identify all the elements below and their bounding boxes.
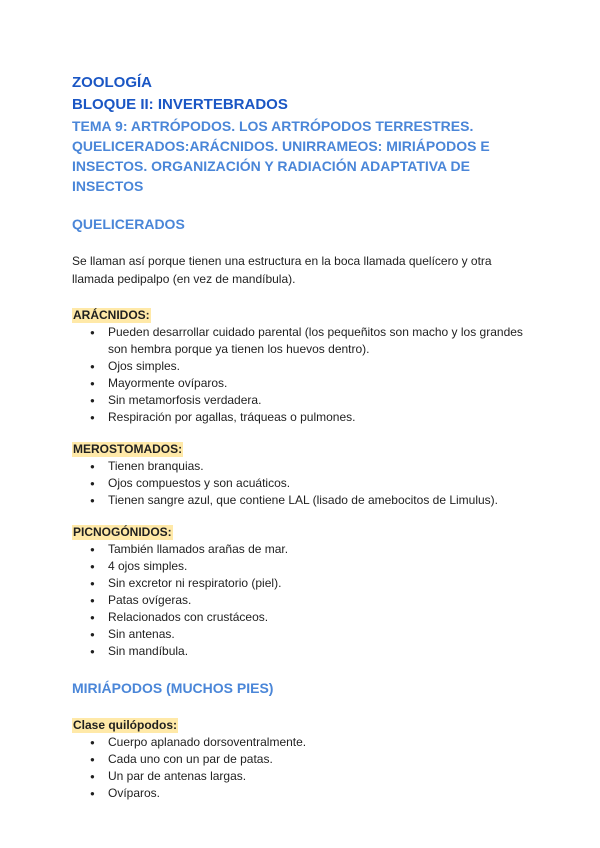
list-item: ● 4 ojos simples.: [72, 558, 540, 575]
list-item: ● Tienen sangre azul, que contiene LAL (lisado de amebocitos de Limulus).: [72, 492, 540, 509]
topic-title-line-3: INSECTOS. ORGANIZACIÓN Y RADIACIÓN ADAPTATIVA DE INSECTOS: [72, 158, 470, 194]
intro-paragraph-line-1: Se llaman así porque tienen una estructura en la boca llamada quelícero y otra: [72, 254, 492, 268]
list-item: ● Cada uno con un par de patas.: [72, 751, 540, 768]
section-heading: MIRIÁPODOS (MUCHOS PIES): [72, 680, 274, 696]
bullet-list: [72, 541, 540, 660]
bullet-list: [72, 734, 540, 802]
list-item: ● También llamados arañas de mar.: [72, 541, 540, 558]
group-label: ARÁCNIDOS:: [73, 308, 150, 322]
list-item: ● Ojos simples.: [72, 358, 540, 375]
group-aracnidos: [72, 306, 540, 426]
group-merostomados: [72, 440, 540, 509]
subject-title: ZOOLOGÍA: [72, 74, 152, 91]
section-miriapodos: [72, 678, 540, 802]
list-item: ● Pueden desarrollar cuidado parental (los pequeñitos son macho y los grandes son hembra porque ya tienen los huevos dentro).: [72, 324, 540, 358]
topic-title-line-2: QUELICERADOS:ARÁCNIDOS. UNIRRAMEOS: MIRIÁPODOS E: [72, 138, 490, 154]
group-quilopodos: [72, 716, 540, 802]
group-picnogonidos: [72, 523, 540, 660]
section-quelicerados: [72, 214, 540, 660]
document-header: [72, 72, 540, 196]
group-label: PICNOGÓNIDOS:: [73, 525, 172, 539]
list-item: ● Tienen branquias.: [72, 458, 540, 475]
section-heading: QUELICERADOS: [72, 216, 185, 232]
list-item: ● Respiración por agallas, tráqueas o pulmones.: [72, 409, 540, 426]
list-item: ● Sin metamorfosis verdadera.: [72, 392, 540, 409]
list-item: ● Ojos compuestos y son acuáticos.: [72, 475, 540, 492]
group-label: MEROSTOMADOS:: [73, 442, 183, 456]
bullet-list: [72, 324, 540, 426]
group-label: Clase quilópodos:: [73, 718, 178, 732]
list-item: ● Ovíparos.: [72, 785, 540, 802]
topic-title-line-1: TEMA 9: ARTRÓPODOS. LOS ARTRÓPODOS TERRESTRES.: [72, 118, 474, 134]
document-content: [72, 72, 540, 802]
list-item: ● Sin antenas.: [72, 626, 540, 643]
list-item: ● Patas ovígeras.: [72, 592, 540, 609]
list-item: ● Relacionados con crustáceos.: [72, 609, 540, 626]
list-item: ● Un par de antenas largas.: [72, 768, 540, 785]
list-item: ● Mayormente ovíparos.: [72, 375, 540, 392]
bullet-list: [72, 458, 540, 509]
list-item: ● Sin mandíbula.: [72, 643, 540, 660]
list-item: ● Sin excretor ni respiratorio (piel).: [72, 575, 540, 592]
intro-paragraph-line-2: llamada pedipalpo (en vez de mandíbula).: [72, 272, 296, 286]
list-item: ● Cuerpo aplanado dorsoventralmente.: [72, 734, 540, 751]
block-title: BLOQUE II: INVERTEBRADOS: [72, 96, 288, 113]
